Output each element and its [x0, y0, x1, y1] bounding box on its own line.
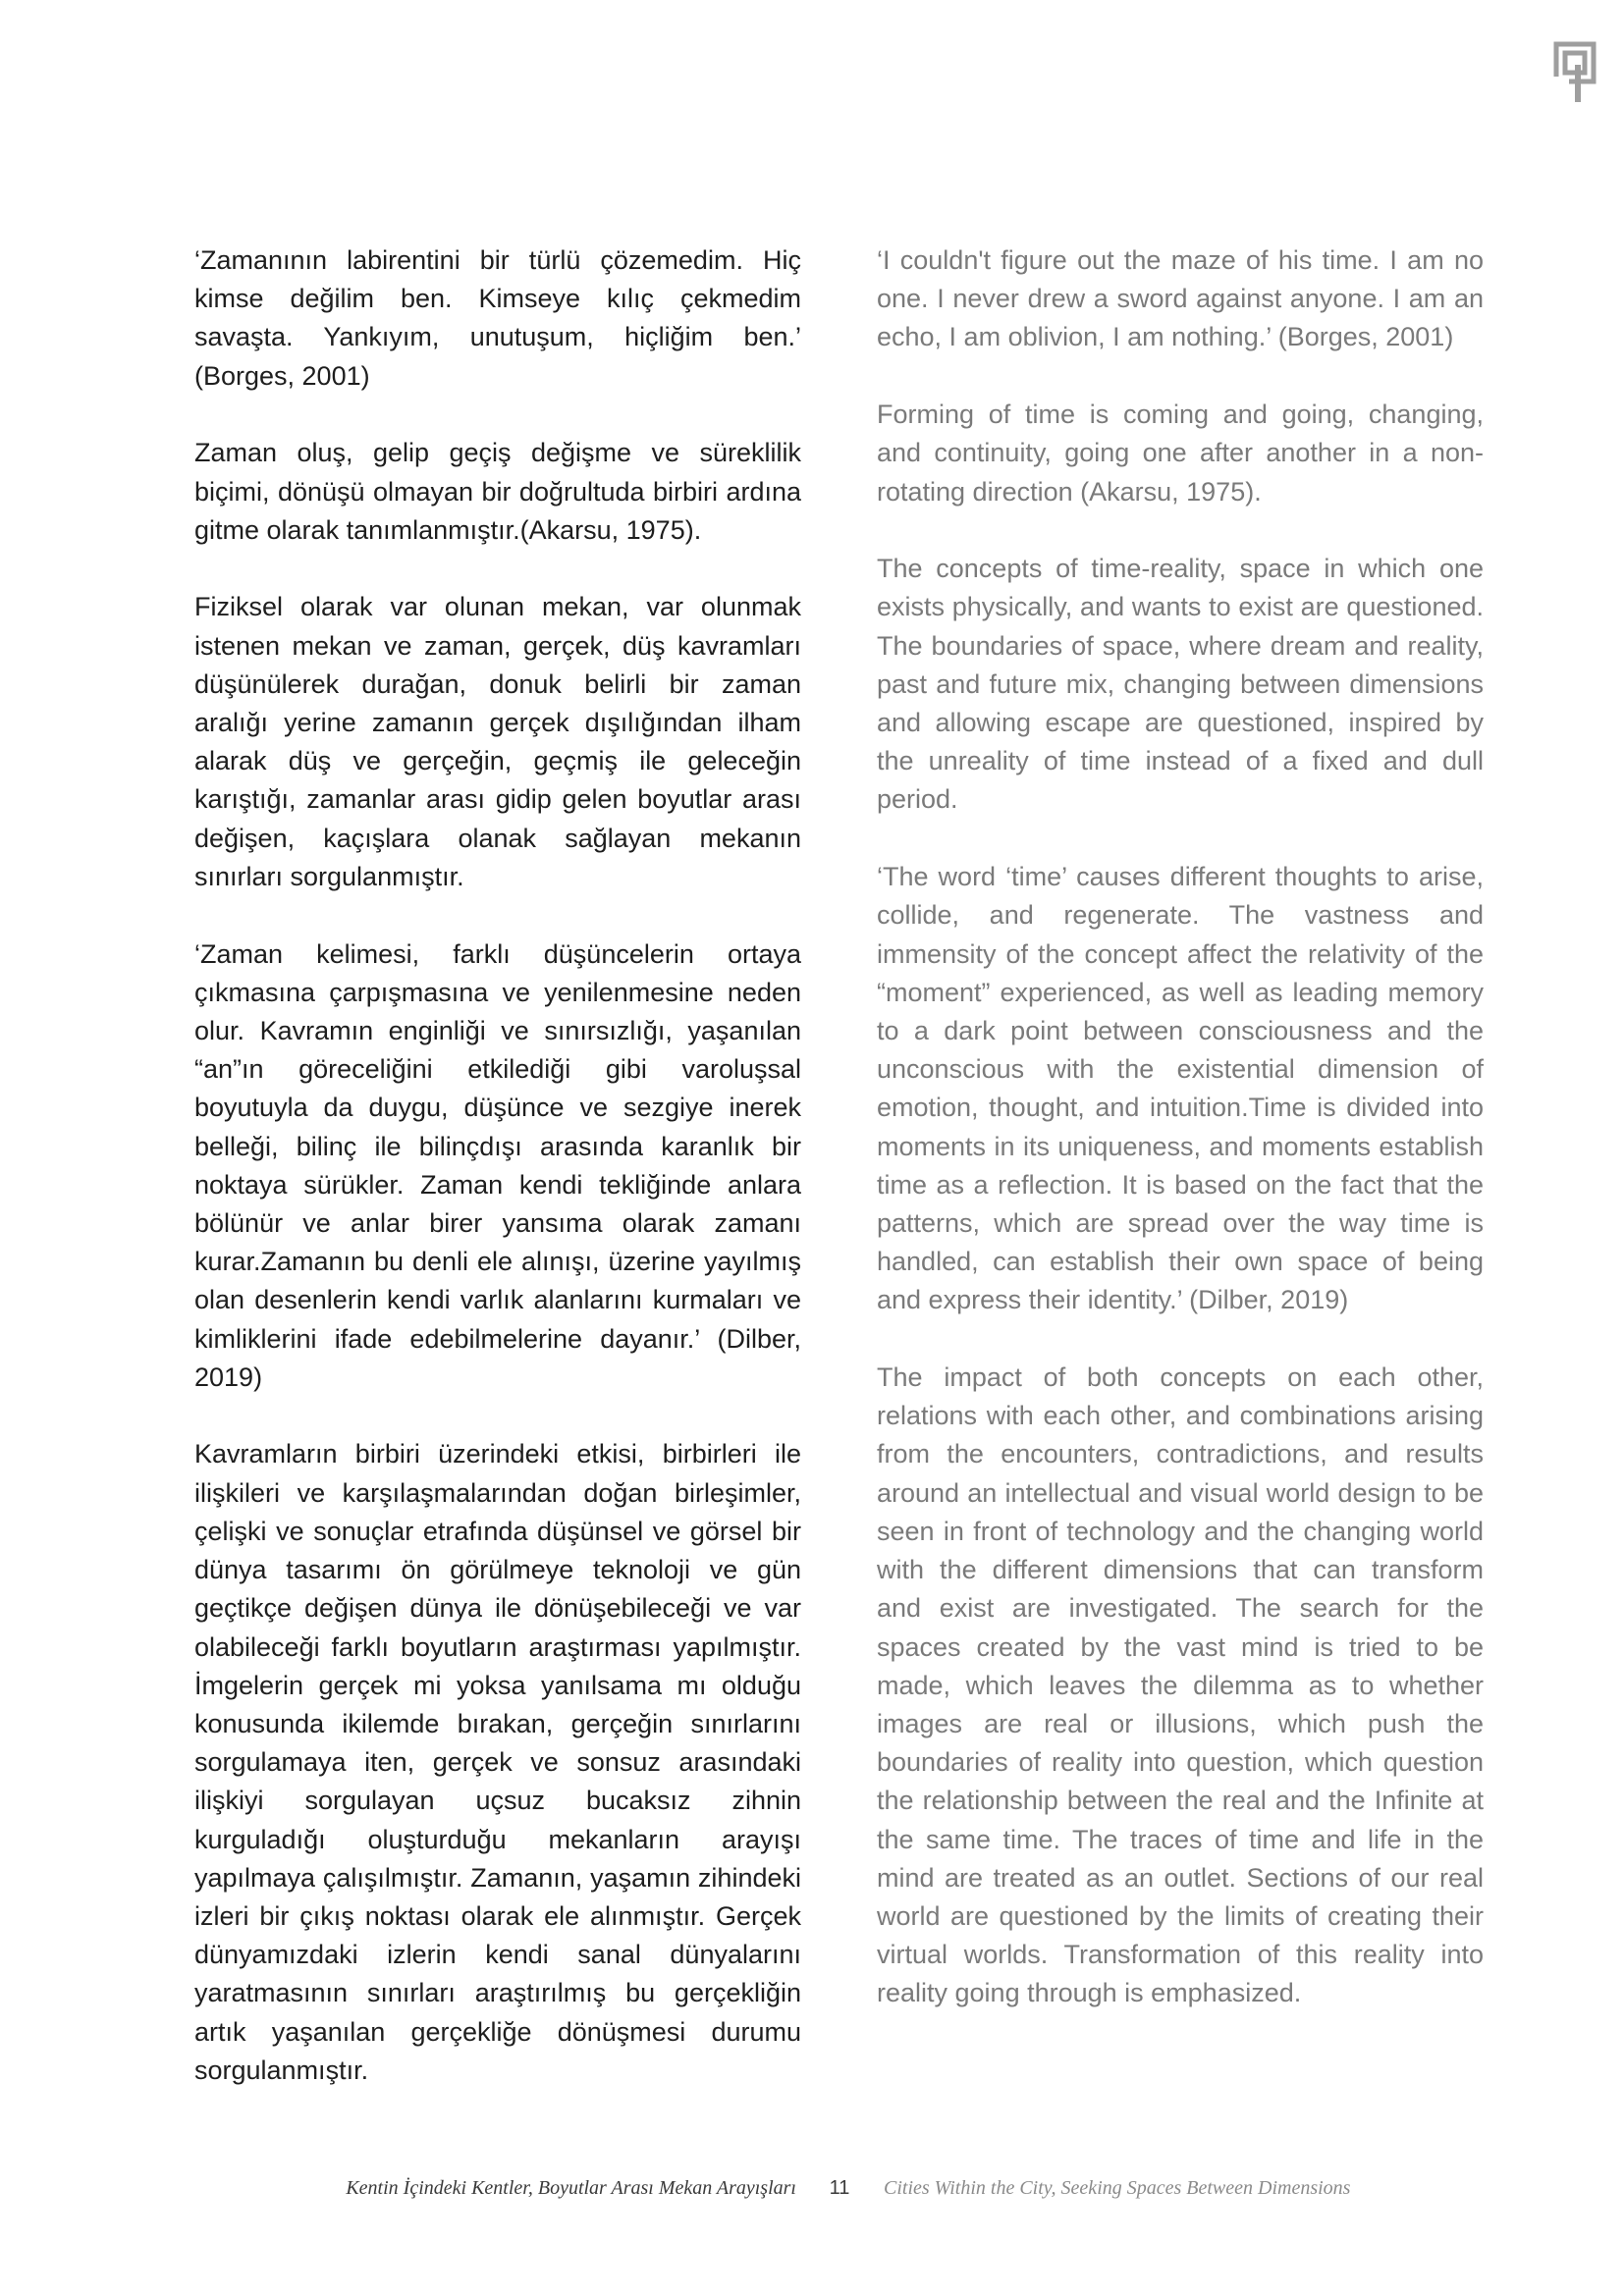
- paragraph: Forming of time is coming and going, changing, and continuity, going one after another in a non-rotating direction (Akarsu, 1975).: [877, 400, 1484, 507]
- brand-logo-icon: [1553, 41, 1597, 102]
- page-number: 11: [829, 2177, 850, 2199]
- turkish-column: [194, 241, 801, 2128]
- footer-title-english: Cities Within the City, Seeking Spaces Between Dimensions: [884, 2177, 1351, 2199]
- paragraph: Fiziksel olarak var olunan mekan, var olunmak istenen mekan ve zaman, gerçek, düş kavramları düşünülerek durağan, donuk belirli bir zaman aralığı yerine zamanın gerçek dışılığından ilham alarak düş ve gerçeğin, geçmiş ile geleceğin karıştığı, zamanlar arası gidip gelen boyutlar arası değişen, kaçışlara olanak sağlayan mekanın sınırları sorgulanmıştır.: [194, 592, 801, 891]
- paragraph: Kavramların birbiri üzerindeki etkisi, birbirleri ile ilişkileri ve karşılaşmalarından doğan birleşimler, çelişki ve sonuçlar etrafında düşünsel ve görsel bir dünya tasarımı ön görülmeye teknoloji ve gün geçtikçe değişen dünya ile dönüşebileceği ve var olabileceği farklı boyutların araştırması yapılmıştır. İmgelerin gerçek mi yoksa yanılsama mı olduğu konusunda ikilemde bırakan, gerçeğin sınırlarını sorgulamaya iten, gerçek ve sonsuz arasındaki ilişkiyi sorgulayan uçsuz bucaksız zihnin kurguladığı oluşturduğu mekanların arayışı yapılmaya çalışılmıştır. Zamanın, yaşamın zihindeki izleri bir çıkış noktası olarak ele alınmıştır. Gerçek dünyamızdaki izlerin kendi sanal dünyalarını yaratmasının sınırları araştırılmış bu gerçekliğin artık yaşanılan gerçekliğe dönüşmesi durumu sorgulanmıştır.: [194, 1439, 801, 2085]
- page-footer: [0, 2173, 1624, 2203]
- paragraph: Zaman oluş, gelip geçiş değişme ve süreklilik biçimi, dönüşü olmayan bir doğrultuda birbiri ardına gitme olarak tanımlanmıştır.(Akarsu, 1975).: [194, 438, 801, 545]
- paragraph: The impact of both concepts on each other, relations with each other, and combinations arising from the encounters, contradictions, and results around an intellectual and visual world design to be seen in front of technology and the changing world with the different dimensions that can transform and exist are investigated. The search for the spaces created by the vast mind is tried to be made, which leaves the dilemma as to whether images are real or illusions, which push the boundaries of reality into question, which question the relationship between the real and the Infinite at the same time. The traces of time and life in the mind are treated as an outlet. Sections of our real world are questioned by the limits of creating their virtual worlds. Transformation of this reality into reality going through is emphasized.: [877, 1362, 1484, 2008]
- paragraph: ‘Zaman kelimesi, farklı düşüncelerin ortaya çıkmasına çarpışmasına ve yenilenmesine neden olur. Kavramın enginliği ve sınırsızlığı, yaşanılan “an”ın göreceliğini etkilediği gibi varoluşsal boyutuyla da duygu, düşünce ve sezgiye inerek belleği, bilinç ile bilinçdışı arasında karanlık bir noktaya sürükler. Zaman kendi tekliğinde anlara bölünür ve anlar birer yansıma olarak zamanı kurar.Zamanın bu denli ele alınışı, üzerine yayılmış olan desenlerin kendi varlık alanlarını kurmaları ve kimliklerini ifade edebilmelerine dayanır.’ (Dilber, 2019): [194, 938, 801, 1392]
- paragraph: The concepts of time-reality, space in which one exists physically, and wants to exist are questioned. The boundaries of space, where dream and reality, past and future mix, changing between dimensions and allowing escape are questioned, inspired by the unreality of time instead of a fixed and dull period.: [877, 554, 1484, 815]
- english-column: [877, 241, 1484, 2052]
- paragraph: ‘I couldn't figure out the maze of his time. I am no one. I never drew a sword against anyone. I am an echo, I am oblivion, I am nothing.’ (Borges, 2001): [877, 245, 1484, 352]
- paragraph: ‘The word ‘time’ causes different thoughts to arise, collide, and regenerate. The vastness and immensity of the concept affect the relativity of the “moment” experienced, as well as leading memory to a dark point between consciousness and the unconscious with the existential dimension of emotion, thought, and intuition.Time is divided into moments in its uniqueness, and moments establish time as a reflection. It is based on the fact that the patterns, which are spread over the way time is handled, can establish their own space of being and express their identity.’ (Dilber, 2019): [877, 862, 1484, 1315]
- paragraph: ‘Zamanının labirentini bir türlü çözemedim. Hiç kimse değilim ben. Kimseye kılıç çekmedim savaşta. Yankıyım, unutuşum, hiçliğim ben.’ (Borges, 2001): [194, 245, 801, 391]
- footer-title-turkish: Kentin İçindeki Kentler, Boyutlar Arası Mekan Arayışları: [346, 2177, 796, 2199]
